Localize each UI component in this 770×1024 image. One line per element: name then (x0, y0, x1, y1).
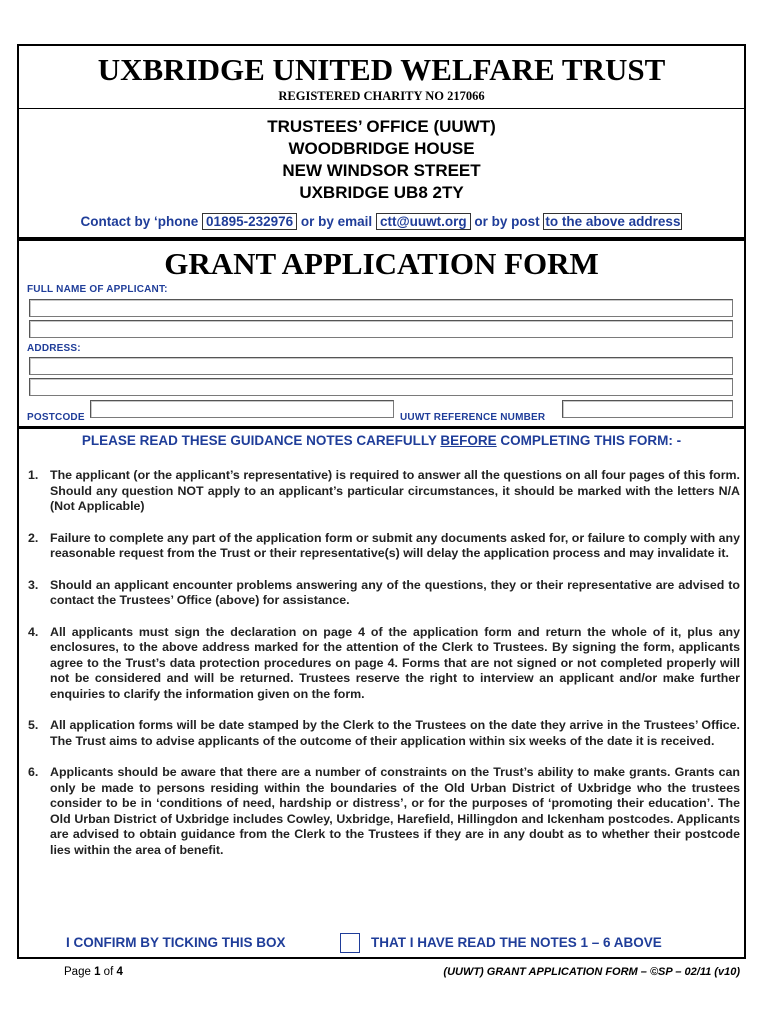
divider-thick (17, 237, 746, 241)
charity-number: REGISTERED CHARITY NO 217066 (278, 89, 485, 103)
note-number: 2. (28, 530, 39, 545)
full-name-label: FULL NAME OF APPLICANT: (27, 284, 168, 295)
note-number: 1. (28, 468, 39, 482)
guidance-notes-list (28, 468, 740, 874)
note-number: 4. (28, 624, 39, 639)
address-line-2: WOODBRIDGE HOUSE (288, 139, 475, 158)
postal-address-link[interactable]: to the above address (545, 214, 681, 229)
guidance-after: COMPLETING THIS FORM: - (500, 433, 682, 448)
page-current: 1 (94, 966, 101, 978)
note-text: All applicants must sign the declaration on page 4 of the application form and return the whole of it, plus any enclosures, to the above address marked for the attention of the Clerk to Trustees. By signing the form, applicants agree to the Trust’s data protection procedures on page 4. Forms that are not signed or not completed properly will not be considered and will be returned. Trustees reserve the right to interview an applicant and/or make further enquiries to clarify the information given on the form. (50, 624, 740, 701)
guidance-emphasis: BEFORE (440, 433, 497, 448)
note-item (28, 468, 740, 515)
confirm-checkbox[interactable] (340, 933, 360, 953)
note-item (28, 765, 740, 858)
address-line-3: NEW WINDSOR STREET (282, 161, 481, 180)
note-text: Should an applicant encounter problems answering any of the questions, they or their representative are advised to contact the Trustees’ Office (above) for assistance. (50, 577, 740, 607)
postcode-label: POSTCODE (27, 412, 85, 423)
note-text: The applicant (or the applicant’s representative) is required to answer all the questions on all four pages of this form. Should any question NOT apply to an applicant’s particular circumstances, it should be marked with the letters N/A (Not Applicable) (50, 468, 740, 513)
note-item (28, 531, 740, 562)
contact-prefix: Contact by ‘phone (80, 214, 199, 229)
address-line-4: UXBRIDGE UB8 2TY (299, 183, 464, 202)
note-text: All application forms will be date stamped by the Clerk to the Trustees on the date they arrive in the Trustees’ Office. The Trust aims to advise applicants of the outcome of their application within six weeks of the date it is received. (50, 718, 740, 748)
note-text: Failure to complete any part of the application form or submit any documents asked for, or failure to comply with any reasonable request from the Trust or their representative(s) will delay the application process and may invalidate it. (50, 530, 740, 560)
contact-line (17, 214, 746, 229)
form-title: GRANT APPLICATION FORM (164, 246, 599, 281)
email-address[interactable]: ctt@uuwt.org (376, 213, 471, 230)
contact-mid: or by email (300, 214, 373, 229)
divider (17, 108, 746, 109)
full-name-input-1[interactable] (29, 299, 733, 317)
note-number: 5. (28, 718, 39, 732)
page-total: 4 (116, 966, 123, 978)
org-name: UXBRIDGE UNITED WELFARE TRUST (97, 52, 666, 87)
address-label: ADDRESS: (27, 343, 81, 354)
reference-label: UUWT REFERENCE NUMBER (400, 412, 546, 423)
note-item (28, 578, 740, 609)
note-item (28, 718, 740, 749)
confirm-text-left: I CONFIRM BY TICKING THIS BOX (66, 935, 286, 950)
phone-number[interactable]: 01895-232976 (202, 213, 297, 230)
address-line-1: TRUSTEES’ OFFICE (UUWT) (267, 117, 496, 136)
confirm-text-right: THAT I HAVE READ THE NOTES 1 – 6 ABOVE (371, 935, 662, 950)
contact-mid2: or by post (474, 214, 540, 229)
note-text: Applicants should be aware that there are a number of constraints on the Trust’s ability to make grants. Grants can only be made to persons residing within the boundaries of the Old Urban District of Uxbridge who the trustees consider to be in ‘conditions of need, hardship or distress’, or for the purposes of ‘promoting their education’. The Old Urban District of Uxbridge includes Cowley, Uxbridge, Harefield, Hillingdon and Ickenham postcodes. Applicants are advised to obtain guidance from the Clerk to the Trustees if they are in any doubt as to whether their postcode lies within the area of benefit. (50, 765, 740, 857)
full-name-input-2[interactable] (29, 320, 733, 338)
address-input-2[interactable] (29, 378, 733, 396)
note-item (28, 625, 740, 703)
guidance-before: PLEASE READ THESE GUIDANCE NOTES CAREFULLY (81, 433, 437, 448)
note-number: 6. (28, 765, 39, 779)
reference-input[interactable] (562, 400, 733, 418)
guidance-heading (17, 433, 746, 448)
note-number: 3. (28, 577, 39, 592)
document-reference: (UUWT) GRANT APPLICATION FORM – ©SP – 02/11 (v10) (443, 966, 740, 978)
page-prefix: Page (64, 966, 91, 978)
divider-thick (17, 426, 746, 429)
page-number (64, 966, 123, 978)
page-of: of (103, 966, 114, 978)
address-input-1[interactable] (29, 357, 733, 375)
postcode-input[interactable] (90, 400, 394, 418)
